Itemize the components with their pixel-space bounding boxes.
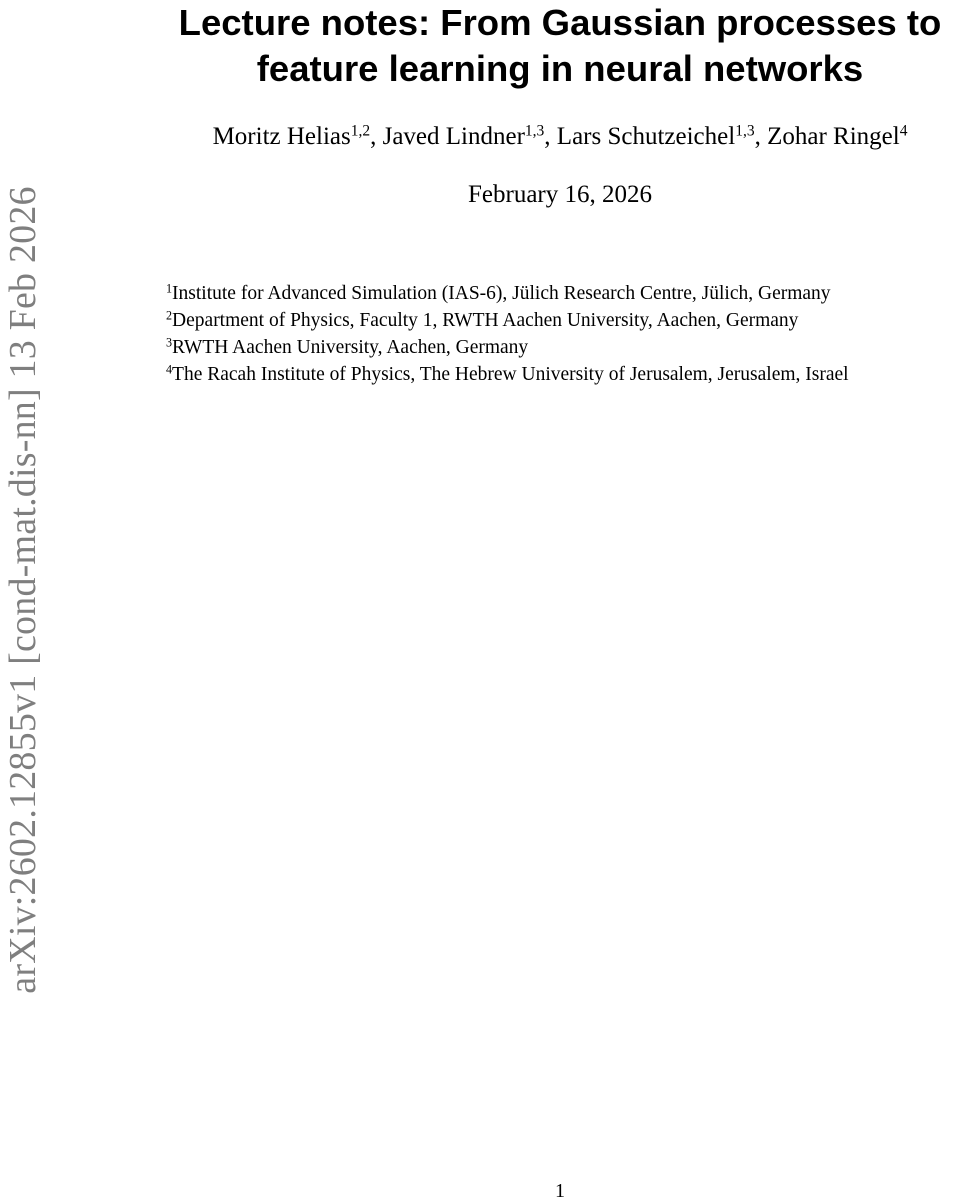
affiliation-list	[166, 280, 966, 388]
author-affiliation-mark: 1,3	[524, 122, 545, 140]
affiliation-mark: 3	[166, 335, 173, 350]
affiliation-mark: 1	[166, 281, 173, 296]
affiliation-text: Institute for Advanced Simulation (IAS-6), Jülich Research Centre, Jülich, Germany	[172, 283, 831, 304]
author-name: Javed Lindner	[382, 123, 525, 150]
author-name: Zohar Ringel	[767, 123, 900, 150]
affiliation-item	[166, 307, 966, 334]
affiliation-text: The Racah Institute of Physics, The Hebrew University of Jerusalem, Jerusalem, Israel	[172, 364, 849, 385]
author	[767, 123, 907, 150]
affiliation-mark: 2	[166, 308, 173, 323]
affiliation-item	[166, 361, 966, 388]
publication-date: February 16, 2026	[468, 181, 652, 208]
affiliation-mark: 4	[166, 362, 173, 377]
author-affiliation-mark: 4	[899, 122, 908, 140]
author-affiliation-mark: 1,2	[350, 122, 371, 140]
paper-title-line-2: feature learning in neural networks	[256, 48, 864, 89]
author-list: Moritz Helias$^{1,2}$, Javed Lindner$^{1,3}$, Lars Schutzeichel$^{1,3}$, Zohar Ringel$^4$	[212, 122, 908, 150]
author	[383, 123, 545, 150]
author	[557, 123, 755, 150]
affiliation-text: Department of Physics, Faculty 1, RWTH Aachen University, Aachen, Germany	[172, 310, 799, 331]
author-name: Moritz Helias	[212, 123, 351, 150]
author-affiliation-mark: 1,3	[735, 122, 755, 140]
paper-title	[150, 0, 970, 92]
arxiv-identifier-stamp: arXiv:2602.12855v1 [cond-mat.dis-nn] 13 Feb 2026	[2, 186, 44, 994]
affiliation-text: RWTH Aachen University, Aachen, Germany	[172, 337, 529, 358]
author-name: Lars Schutzeichel	[556, 123, 736, 150]
page-number: 1	[555, 1180, 565, 1202]
affiliation-item	[166, 280, 966, 307]
affiliation-item	[166, 334, 966, 361]
author	[213, 123, 371, 150]
paper-title-line-1: Lecture notes: From Gaussian processes to	[178, 2, 942, 43]
